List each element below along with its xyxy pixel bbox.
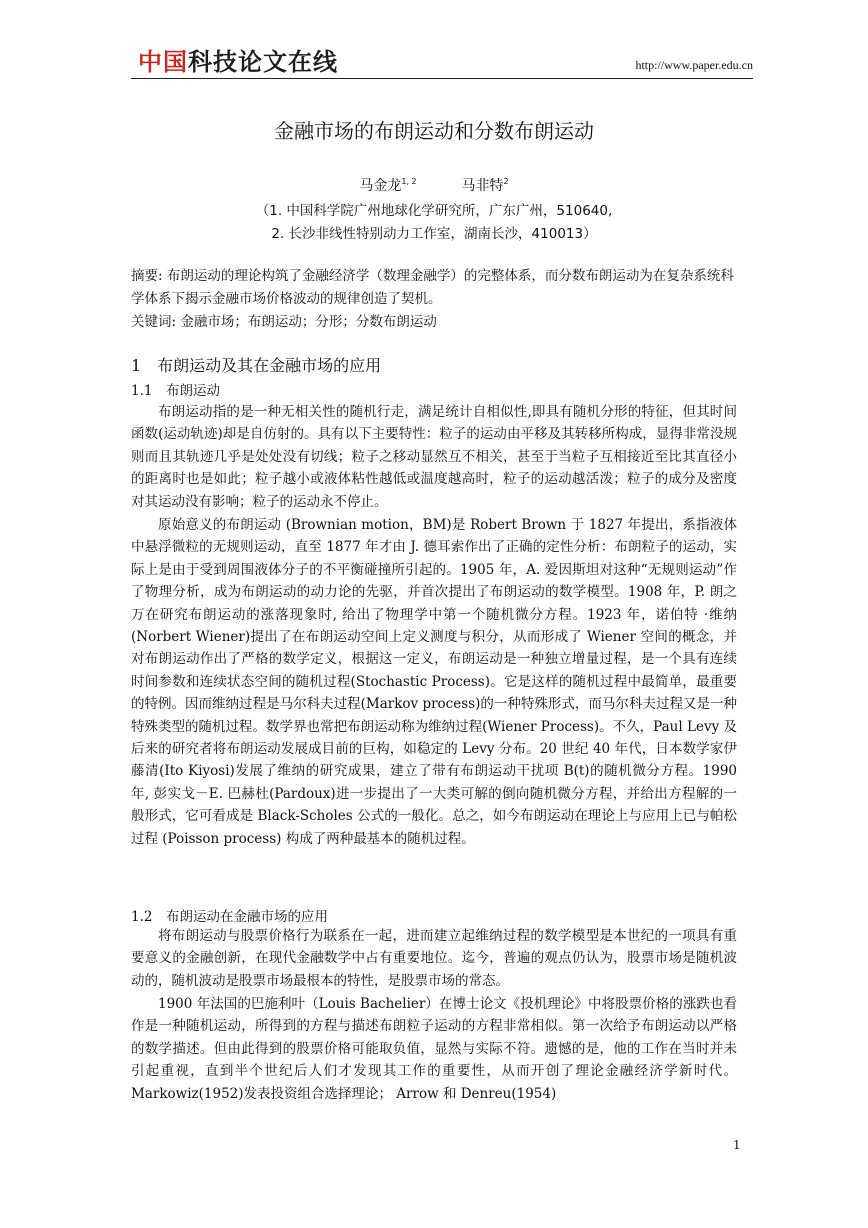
- author-affil-mark: 1, 2: [401, 177, 417, 186]
- affiliation-line: （1. 中国科学院广州地球化学研究所，广东广州，510640,: [255, 203, 613, 219]
- keywords: [131, 311, 737, 334]
- author-affil-mark: 2: [503, 177, 509, 186]
- body-paragraph: 布朗运动指的是一种无相关性的随机行走，满足统计自相似性,即具有随机分形的特征，但其时间函数(运动轨迹)却是自仿射的。具有以下主要特性：粒子的运动由平移及其转移所构成，显得非常没规则而且其轨迹几乎是处处没有切线；粒子之移动显然互不相关，甚至于当粒子互相接近至比其直径小的距离时也是如此；粒子越小或液体粘性越低或温度越高时，粒子的运动越活泼；粒子的成分及密度对其运动没有影响；粒子的运动永不停止。: [131, 404, 737, 510]
- author-name: 马非特: [461, 178, 504, 194]
- logo-part-2: 科技论文在线: [188, 48, 338, 76]
- header-rule: [131, 78, 753, 79]
- subsection-heading: 1.1 布朗运动: [131, 383, 220, 399]
- author-name: 马金龙: [359, 178, 402, 194]
- keywords-label: 关键词: [131, 314, 172, 330]
- body-paragraph: 1900 年法国的巴施利叶（Louis Bachelier）在博士论文《投机理论》中将股票价格的涨跌也看作是一种随机运动，所得到的方程与描述布朗粒子运动的方程非常相似。第一次给予布朗运动以严格的数学描述。但由此得到的股票价格可能取负值，显然与实际不符。遗憾的是，他的工作在当时并未引起重视，直到半个世纪后人们才发现其工作的重要性，从而开创了理论金融经济学新时代。Markowiz(1952)发表投资组合选择理论； Arrow 和 Denreu(1954): [131, 996, 737, 1102]
- site-url[interactable]: http://www.paper.edu.cn: [635, 58, 753, 72]
- page-number: 1: [733, 1138, 741, 1152]
- section-heading: 1 布朗运动及其在金融市场的应用: [131, 356, 382, 375]
- keywords-text: : 金融市场；布朗运动；分形；分数布朗运动: [171, 314, 437, 330]
- abstract-text: : 布朗运动的理论构筑了金融经济学（数理金融学）的完整体系，而分数布朗运动为在复杂系统科学体系下揭示金融市场价格波动的规律创造了契机。: [131, 268, 734, 307]
- affiliation-line: 2. 长沙非线性特别动力工作室，湖南长沙，410013）: [271, 226, 597, 242]
- paper-title: 金融市场的布朗运动和分数布朗运动: [274, 119, 594, 143]
- site-logo[interactable]: [138, 48, 338, 76]
- logo-part-1: 中国: [138, 48, 188, 76]
- subsection-heading: 1.2 布朗运动在金融市场的应用: [131, 909, 328, 925]
- body-paragraph: 将布朗运动与股票价格行为联系在一起，进而建立起维纳过程的数学模型是本世纪的一项具有重要意义的金融创新，在现代金融数学中占有重要地位。迄今，普遍的观点仍认为，股票市场是随机波动的，随机波动是股票市场最根本的特性，是股票市场的常态。: [131, 928, 737, 989]
- abstract-label: 摘要: [131, 268, 158, 284]
- author-list: [0, 175, 868, 195]
- body-paragraph: 原始意义的布朗运动 (Brownian motion，BM)是 Robert Brown 于 1827 年提出，系指液体中悬浮微粒的无规则运动，直至 1877 年才由 J. 德耳索作出了正确的定性分析：布朗粒子的运动，实际上是由于受到周围液体分子的不平衡碰撞所引起的。1905 年，A. 爱因斯坦对这种“无规则运动”作了物理分析，成为布朗运动的动力论的先驱，并首次提出了布朗运动的数学模型。1908 年，P. 朗之万在研究布朗运动的涨落现象时, 给出了物理学中第一个随机微分方程。1923 年，诺伯特 ·维纳 (Norbert Wiener)提出了在布朗运动空间上定义测度与积分，从而形成了 Wiener 空间的概念，并对布朗运动作出了严格的数学定义，根据这一定义，布朗运动是一种独立增量过程，是一个具有连续时间参数和连续状态空间的随机过程(Stochastic Process)。它是这样的随机过程中最简单，最重要的特例。因而维纳过程是马尔科夫过程(Markov process)的一种特殊形式，而马尔科夫过程又是一种特殊类型的随机过程。数学界也常把布朗运动称为维纳过程(Wiener Process)。不久，Paul Levy 及后来的研究者将布朗运动发展成目前的巨构，如稳定的 Levy 分布。20 世纪 40 年代，日本数学家伊藤清(Ito Kiyosi)发展了维纳的研究成果，建立了带有布朗运动干扰项 B(t)的随机微分方程。1990 年, 彭实戈－E. 巴赫杜(Pardoux)进一步提出了一大类可解的倒向随机微分方程，并给出方程解的一般形式，它可看成是 Black-Scholes 公式的一般化。总之，如今布朗运动在理论上与应用上已与帕松过程 (Poisson process) 构成了两种最基本的随机过程。: [131, 517, 737, 847]
- abstract: [131, 265, 737, 311]
